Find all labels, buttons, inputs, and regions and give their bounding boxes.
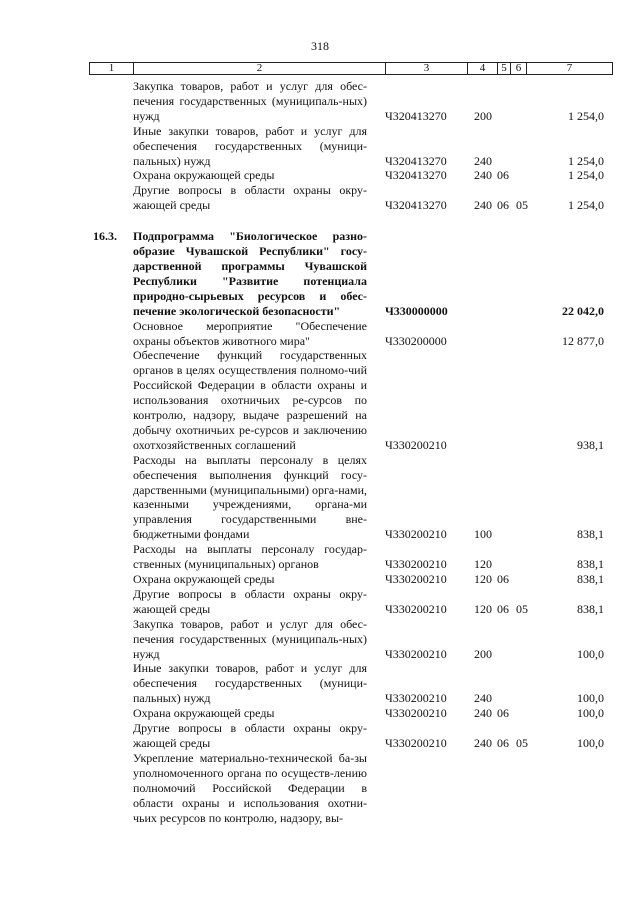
row-name: Расходы на выплаты персоналу государ-ственных (муниципальных) органов bbox=[133, 542, 367, 572]
target-article-code: Ч330200210 bbox=[385, 557, 447, 572]
page-number: 318 bbox=[311, 39, 329, 53]
target-article-code: Ч330200210 bbox=[385, 735, 447, 750]
table-row bbox=[0, 183, 640, 213]
table-row bbox=[0, 542, 640, 572]
section-code: 06 bbox=[497, 572, 509, 586]
amount: 938,1 bbox=[577, 437, 604, 452]
header-col-3: 3 bbox=[386, 63, 468, 74]
table-row bbox=[0, 229, 640, 318]
amount: 100,0 bbox=[577, 646, 604, 661]
amount: 838,1 bbox=[577, 527, 604, 542]
amount: 1 254,0 bbox=[568, 108, 604, 123]
row-name: Укрепление материально-технической ба-зы уполномоченного органа по осуществ-лению полномочий Российской Федерации в области охраны и использования охотни-чьих ресурсов по контролю, надзору, вы- bbox=[133, 750, 367, 825]
expense-type: 200 bbox=[474, 646, 492, 661]
table-row bbox=[0, 587, 640, 617]
target-article-code: Ч330200210 bbox=[385, 437, 447, 452]
expense-type: 240 bbox=[474, 153, 492, 168]
header-col-5: 5 bbox=[498, 63, 511, 74]
header-col-1: 1 bbox=[90, 63, 134, 74]
row-name: Иные закупки товаров, работ и услуг для обеспечения государственных (муници-пальных) нужд bbox=[133, 123, 367, 168]
section-number: 16.3. bbox=[93, 229, 117, 244]
target-article-code: Ч320413270 bbox=[385, 108, 447, 123]
table-row bbox=[0, 168, 640, 183]
table-row bbox=[0, 79, 640, 124]
header-col-2: 2 bbox=[134, 63, 386, 74]
target-article-code: Ч330200210 bbox=[385, 601, 447, 616]
row-name: Охрана окружающей среды bbox=[133, 168, 275, 183]
row-name: Подпрограмма "Биологическое разно-образие Чувашской Республики" госу-дарственной программы Чувашской Республики "Развитие потенциала природно-сырьевых ресурсов и обес-печение экологической безопасности" bbox=[133, 229, 367, 318]
section-code: 06 bbox=[497, 706, 509, 721]
target-article-code: Ч330200210 bbox=[385, 572, 447, 586]
section-code: 06 bbox=[497, 168, 509, 183]
table-header-row bbox=[89, 62, 613, 75]
row-name: Обеспечение функций государственных органов в целях осуществления полномо-чий Российской Федерации в области охраны и использования охотничьих ре-сурсов по контролю, надзору, выдаче разрешений на добычу охотничьих ре-сурсов и заключению охотхозяйственных соглашений bbox=[133, 348, 367, 452]
amount: 100,0 bbox=[577, 706, 604, 721]
row-name: Закупка товаров, работ и услуг для обес-печения государственных (муниципаль-ных) нужд bbox=[133, 79, 367, 123]
table-row bbox=[0, 706, 640, 721]
section-code: 06 bbox=[497, 735, 509, 750]
row-name: Другие вопросы в области охраны окру-жающей среды bbox=[133, 183, 367, 213]
amount: 838,1 bbox=[577, 572, 604, 586]
header-col-4: 4 bbox=[468, 63, 498, 74]
row-name: Основное мероприятие "Обеспечение охраны объектов животного мира" bbox=[133, 318, 367, 348]
row-name: Расходы на выплаты персоналу в целях обеспечения выполнения функций госу-дарственными (муниципальными) орга-нами, казенными учреждениями, органа-ми управления государственными вне-бюджетными фондами bbox=[133, 452, 367, 542]
row-name: Другие вопросы в области охраны окру-жающей среды bbox=[133, 586, 367, 616]
table-row bbox=[0, 721, 640, 751]
target-article-code: Ч330200210 bbox=[385, 706, 447, 721]
target-article-code: Ч320413270 bbox=[385, 168, 447, 183]
amount: 12 877,0 bbox=[562, 333, 604, 348]
expense-type: 120 bbox=[474, 557, 492, 572]
target-article-code: Ч330200210 bbox=[385, 527, 447, 542]
table-row bbox=[0, 319, 640, 349]
amount: 100,0 bbox=[577, 735, 604, 750]
row-name: Охрана окружающей среды bbox=[133, 706, 275, 721]
expense-type: 240 bbox=[474, 168, 492, 183]
subsection-code: 05 bbox=[516, 198, 528, 213]
subsection-code: 05 bbox=[516, 735, 528, 750]
amount: 1 254,0 bbox=[568, 198, 604, 213]
amount: 22 042,0 bbox=[562, 303, 604, 318]
target-article-code: Ч330200210 bbox=[385, 646, 447, 661]
target-article-code: Ч320413270 bbox=[385, 198, 447, 213]
amount: 1 254,0 bbox=[568, 153, 604, 168]
row-name: Иные закупки товаров, работ и услуг для обеспечения государственных (муници-пальных) нужд bbox=[133, 661, 367, 706]
row-name: Другие вопросы в области охраны окру-жающей среды bbox=[133, 721, 367, 750]
table-row bbox=[0, 661, 640, 706]
budget-table-body bbox=[0, 79, 640, 825]
target-article-code: Ч320413270 bbox=[385, 153, 447, 168]
expense-type: 200 bbox=[474, 108, 492, 123]
table-row bbox=[0, 617, 640, 662]
section-code: 06 bbox=[497, 601, 509, 616]
header-col-6: 6 bbox=[511, 63, 527, 74]
target-article-code: Ч330000000 bbox=[385, 303, 448, 318]
amount: 838,1 bbox=[577, 601, 604, 616]
header-col-7: 7 bbox=[566, 62, 573, 74]
table-row bbox=[0, 572, 640, 587]
expense-type: 240 bbox=[474, 706, 492, 721]
amount: 100,0 bbox=[577, 691, 604, 706]
table-row bbox=[0, 348, 640, 452]
row-name: Закупка товаров, работ и услуг для обес-печения государственных (муниципаль-ных) нужд bbox=[133, 616, 367, 661]
expense-type: 240 bbox=[474, 691, 492, 706]
target-article-code: Ч330200210 bbox=[385, 691, 447, 706]
subsection-code: 05 bbox=[516, 601, 528, 616]
amount: 838,1 bbox=[577, 557, 604, 572]
table-row bbox=[0, 124, 640, 169]
amount: 1 254,0 bbox=[568, 168, 604, 183]
table-row bbox=[0, 751, 640, 826]
expense-type: 120 bbox=[474, 601, 492, 616]
section-code: 06 bbox=[497, 198, 509, 213]
target-article-code: Ч330200000 bbox=[385, 333, 447, 348]
expense-type: 120 bbox=[474, 572, 492, 586]
table-row bbox=[0, 453, 640, 542]
row-name: Охрана окружающей среды bbox=[133, 572, 275, 586]
expense-type: 240 bbox=[474, 198, 492, 213]
expense-type: 100 bbox=[474, 527, 492, 542]
expense-type: 240 bbox=[474, 735, 492, 750]
